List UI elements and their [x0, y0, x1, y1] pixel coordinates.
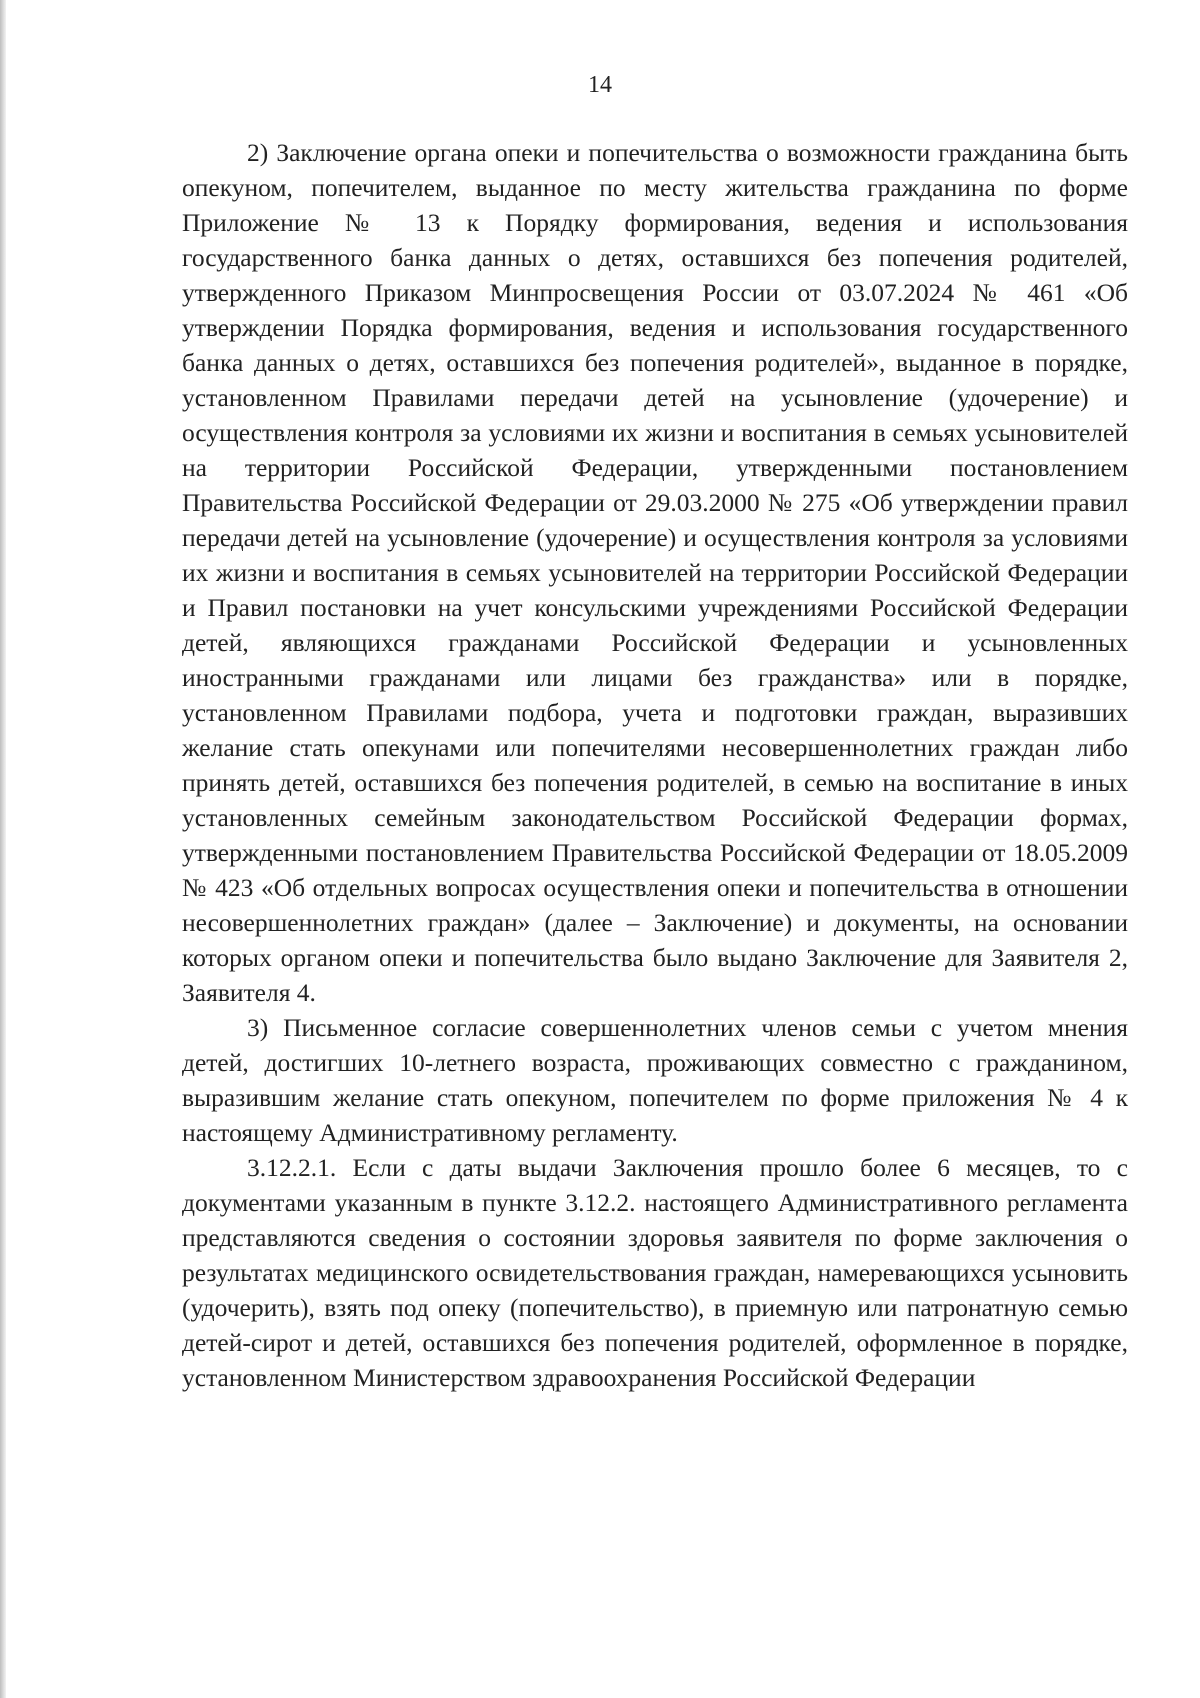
scan-page-edge — [0, 0, 6, 1698]
paragraph-item-3: 3) Письменное согласие совершеннолетних членов семьи с учетом мнения детей, достигших 10-летнего возраста, проживающих совместно с гражданином, выразившим желание стать опекуном, попечителем по форме приложения № 4 к настоящему Административному регламенту. — [182, 1013, 1128, 1147]
paragraph-item-3-12-2-1: 3.12.2.1. Если с даты выдачи Заключения прошло более 6 месяцев, то с документами указанным в пункте 3.12.2. настоящего Административного регламента представляются сведения о состоянии здоровья заявителя по форме заключения о результатах медицинского освидетельствования граждан, намеревающихся усыновить (удочерить), взять под опеку (попечительство), в приемную или патронатную семью детей-сирот и детей, оставшихся без попечения родителей, оформленное в порядке, установленном Министерством здравоохранения Российской Федерации — [182, 1153, 1128, 1392]
document-body — [182, 135, 1128, 1395]
page-number: 14 — [588, 72, 612, 98]
paragraph-item-2: 2) Заключение органа опеки и попечительства о возможности гражданина быть опекуном, попечителем, выданное по месту жительства гражданина по форме Приложение № 13 к Порядку формирования, ведения и использования государственного банка данных о детях, оставшихся без попечения родителей, утвержденного Приказом Минпросвещения России от 03.07.2024 № 461 «Об утверждении Порядка формирования, ведения и использования государственного банка данных о детях, оставшихся без попечения родителей», выданное в порядке, установленном Правилами передачи детей на усыновление (удочерение) и осуществления контроля за условиями их жизни и воспитания в семьях усыновителей на территории Российской Федерации, утвержденными постановлением Правительства Российской Федерации от 29.03.2000 № 275 «Об утверждении правил передачи детей на усыновление (удочерение) и осуществления контроля за условиями их жизни и воспитания в семьях усыновителей на территории Российской Федерации и Правил постановки на учет консульскими учреждениями Российской Федерации детей, являющихся гражданами Российской Федерации и усыновленных иностранными гражданами или лицами без гражданства» или в порядке, установленном Правилами подбора, учета и подготовки граждан, выразивших желание стать опекунами или попечителями несовершеннолетних граждан либо принять детей, оставшихся без попечения родителей, в семью на воспитание в иных установленных семейным законодательством Российской Федерации формах, утвержденными постановлением Правительства Российской Федерации от 18.05.2009 № 423 «Об отдельных вопросах осуществления опеки и попечительства в отношении несовершеннолетних граждан» (далее – Заключение) и документы, на основании которых органом опеки и попечительства было выдано Заключение для Заявителя 2, Заявителя 4. — [182, 138, 1128, 1007]
